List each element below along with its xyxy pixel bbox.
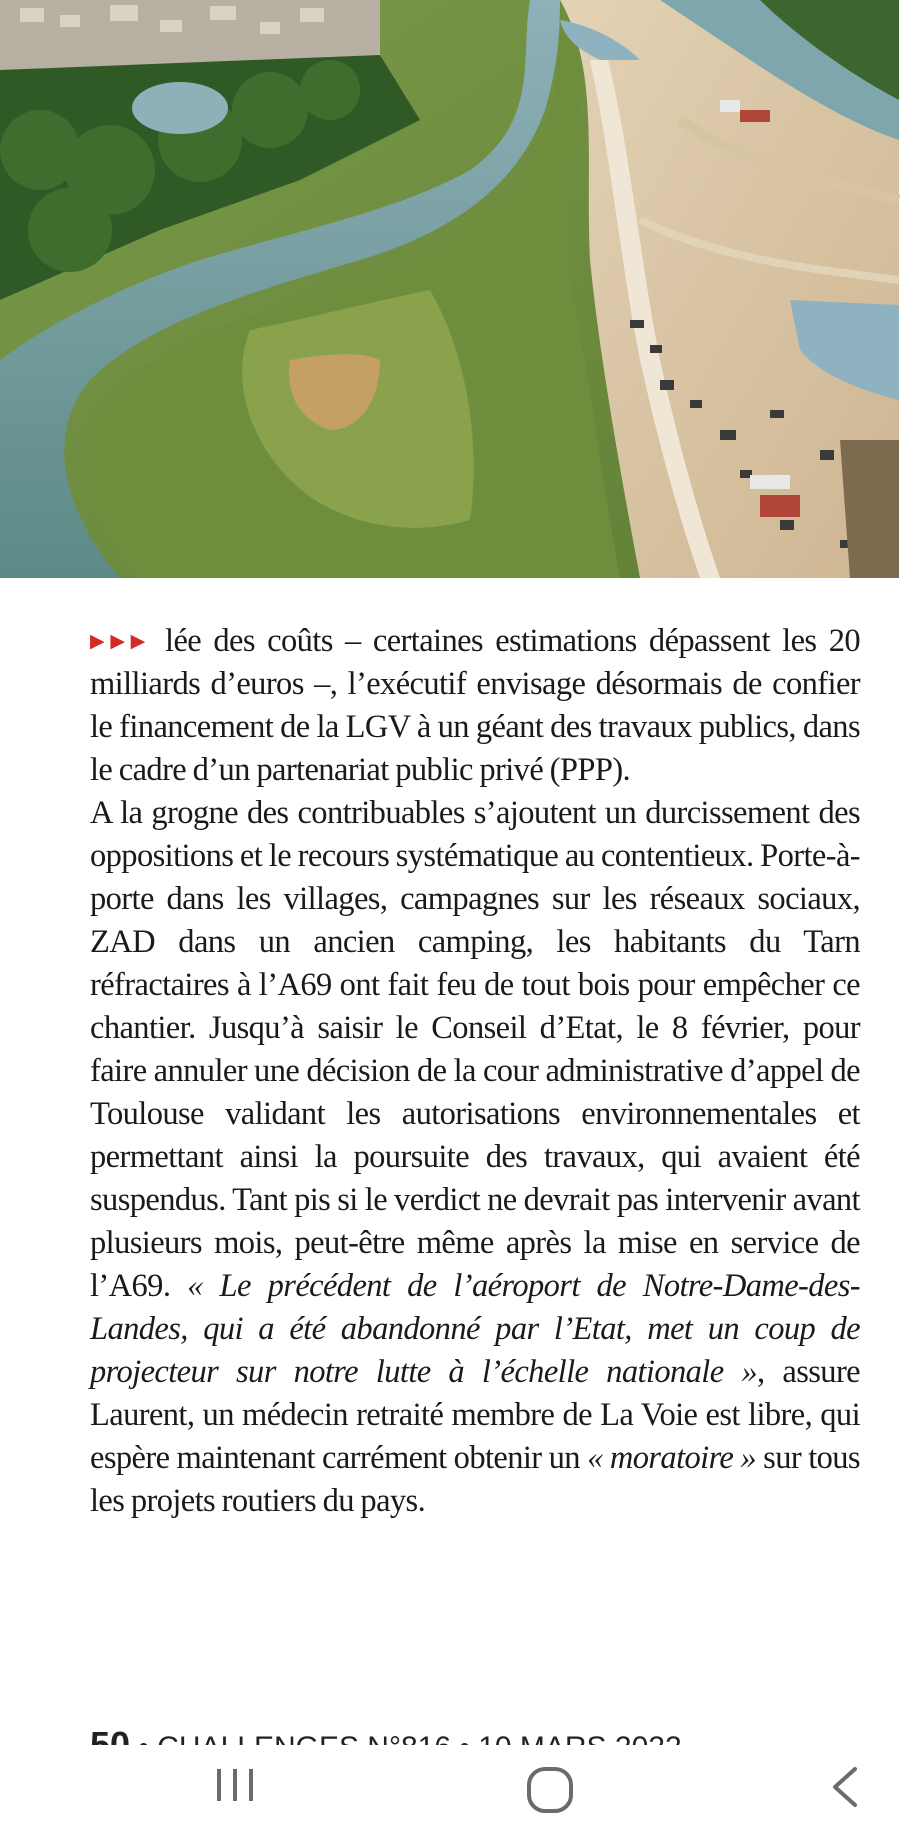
home-icon (525, 1765, 575, 1805)
recent-apps-button[interactable] (165, 1745, 305, 1825)
aerial-photo (0, 0, 899, 578)
recent-apps-icon (213, 1767, 257, 1803)
quote-moratoire: « moratoire » (587, 1440, 757, 1476)
back-icon (827, 1765, 863, 1805)
home-button[interactable] (480, 1745, 620, 1825)
continuation-markers: ▶▶▶ (90, 630, 152, 652)
paragraph-2-text-mid: , assure Laurent, un médecin retraité membre de La Voie est libre, qui espère maintenant carrément obtenir un (90, 1354, 860, 1476)
paragraph-1-text: lée des coûts – certaines estimations dépassent les 20 milliards d’euros –, l’exécutif envisage désormais de confier le financement de la LGV à un géant des travaux publics, dans le cadre d’un partenariat public privé (PPP). (90, 623, 860, 788)
paragraph-2-text-start: A la grogne des contribuables s’ajoutent un durcissement des oppositions et le recours systématique au contentieux. Porte-à-porte dans les villages, campagnes sur les réseaux sociaux, ZAD dans un ancien camping, les habitants du Tarn réfractaires à l’A69 ont fait feu de tout bois pour empêcher ce chantier. Jusqu’à saisir le Conseil d’Etat, le 8 février, pour faire annuler une décision de la cour administrative d’appel de Toulouse validant les autorisations environnementales et permettant ainsi la poursuite des travaux, qui avaient été suspendus. Tant pis si le verdict ne devrait pas intervenir avant plusieurs mois, peut-être même après la mise en service de l’A69. (90, 795, 860, 1304)
paragraph-2-text-end: sur tous les projets routiers du pays. (90, 1440, 860, 1519)
back-button[interactable] (775, 1745, 915, 1825)
page-footer (90, 1728, 790, 1744)
aerial-landscape-image (0, 0, 899, 578)
article-paragraph-1 (90, 620, 860, 792)
quote-notre-dame-des-landes: « Le précédent de l’aéroport de Notre-Dame-des-Landes, qui a été abandonné par l’Etat, met un coup de projecteur sur notre lutte à l’échelle nationale » (90, 1268, 861, 1390)
article-paragraph-2 (90, 792, 860, 1523)
article-body (90, 620, 860, 1523)
navigation-bar (0, 1745, 899, 1825)
